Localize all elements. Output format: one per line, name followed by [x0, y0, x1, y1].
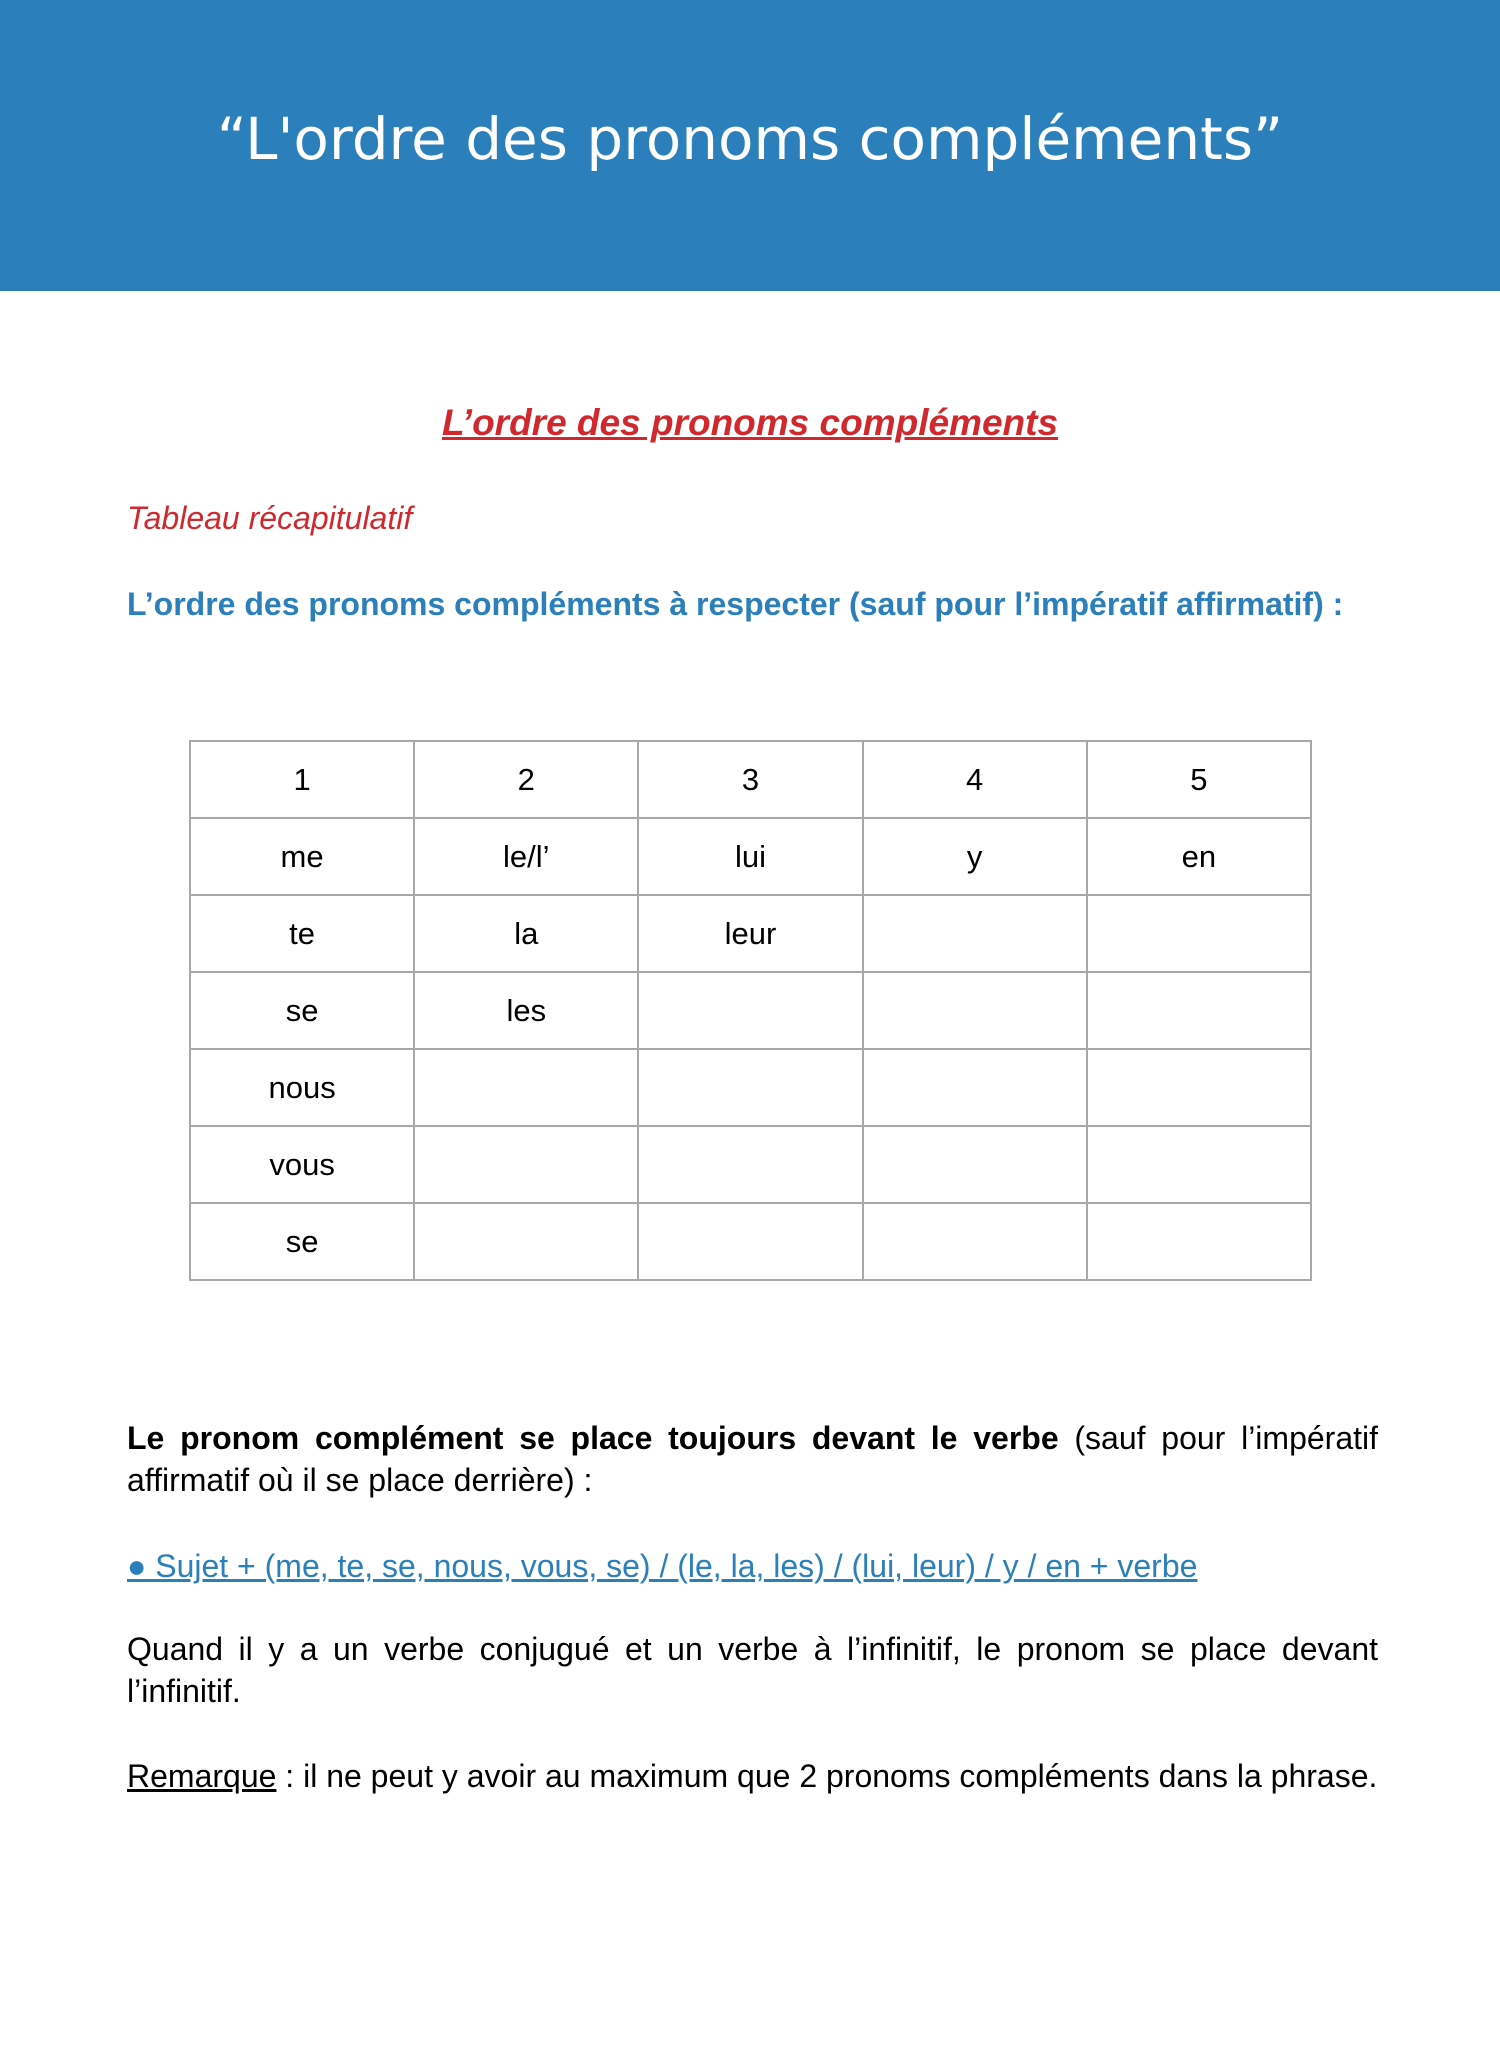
- table-cell: 4: [863, 741, 1087, 818]
- table-row: [190, 1126, 1311, 1203]
- table-cell: te: [190, 895, 414, 972]
- remark-label: Remarque: [127, 1758, 277, 1794]
- formula-link[interactable]: ● Sujet + (me, te, se, nous, vous, se) / (le, la, les) / (lui, leur) / y / en + verbe: [127, 1548, 1198, 1584]
- rule-paragraph: [127, 1417, 1378, 1501]
- table-row: [190, 1049, 1311, 1126]
- table-cell: la: [414, 895, 638, 972]
- table-cell: 3: [638, 741, 862, 818]
- table-cell: en: [1087, 818, 1311, 895]
- table-cell: [638, 1049, 862, 1126]
- intro-text: L’ordre des pronoms compléments à respecter (sauf pour l’impératif affirmatif) :: [127, 586, 1344, 622]
- table-cell: 2: [414, 741, 638, 818]
- page-title: “L'ordre des pronoms compléments”: [216, 105, 1284, 173]
- table-row: [190, 818, 1311, 895]
- remark-text: : il ne peut y avoir au maximum que 2 pronoms compléments dans la phrase.: [276, 1758, 1378, 1794]
- table-cell: le/l’: [414, 818, 638, 895]
- rule-bold: Le pronom complément se place toujours devant le verbe: [127, 1420, 1059, 1456]
- remark-paragraph: [127, 1755, 1378, 1797]
- title-banner: [0, 0, 1500, 291]
- table-cell: lui: [638, 818, 862, 895]
- table-cell: [1087, 1126, 1311, 1203]
- rule-rest: (sauf pour l’impératif affirmatif où il se place derrière) :: [127, 1420, 1379, 1498]
- table-cell: se: [190, 972, 414, 1049]
- table-row: [190, 1203, 1311, 1280]
- table-cell: [1087, 1049, 1311, 1126]
- table-cell: [1087, 972, 1311, 1049]
- table-cell: [414, 1049, 638, 1126]
- table-cell: [414, 1203, 638, 1280]
- table-cell: [863, 1126, 1087, 1203]
- table-cell: [638, 972, 862, 1049]
- table-cell: [863, 1049, 1087, 1126]
- table-cell: [863, 1203, 1087, 1280]
- table-cell: [638, 1126, 862, 1203]
- table-cell: [414, 1126, 638, 1203]
- table-header-row: [190, 741, 1311, 818]
- subheading: Tableau récapitulatif: [127, 500, 413, 536]
- table-cell: [1087, 1203, 1311, 1280]
- table-row: [190, 972, 1311, 1049]
- table-cell: leur: [638, 895, 862, 972]
- infinitive-note: Quand il y a un verbe conjugué et un verbe à l’infinitif, le pronom se place devant l’infinitif.: [127, 1631, 1378, 1709]
- table-cell: les: [414, 972, 638, 1049]
- table-cell: 1: [190, 741, 414, 818]
- table-cell: y: [863, 818, 1087, 895]
- pronoun-order-table: [189, 740, 1312, 1281]
- table-cell: nous: [190, 1049, 414, 1126]
- table-cell: [863, 895, 1087, 972]
- table-cell: vous: [190, 1126, 414, 1203]
- section-heading: L’ordre des pronoms compléments: [441, 402, 1059, 443]
- table-cell: se: [190, 1203, 414, 1280]
- table-cell: me: [190, 818, 414, 895]
- table-row: [190, 895, 1311, 972]
- table-cell: [1087, 895, 1311, 972]
- table-cell: [863, 972, 1087, 1049]
- table-cell: [638, 1203, 862, 1280]
- table-cell: 5: [1087, 741, 1311, 818]
